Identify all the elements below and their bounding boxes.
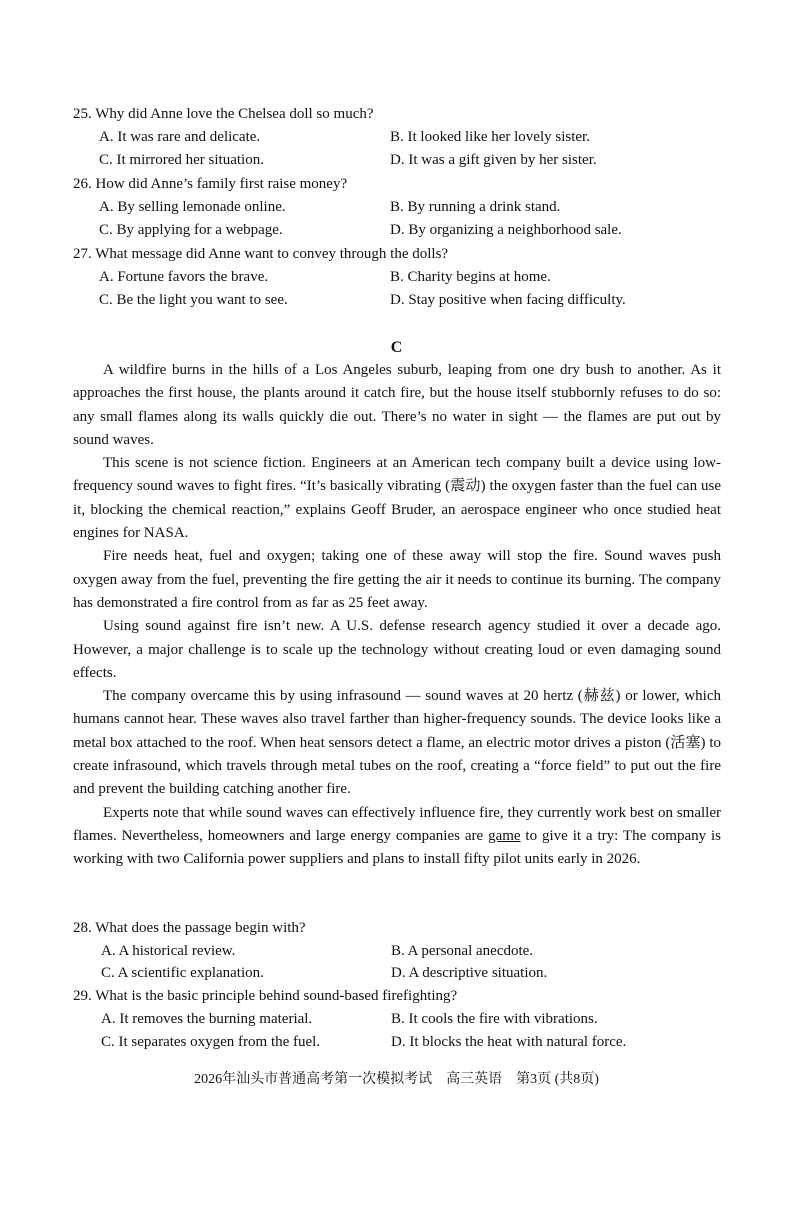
question-27-stem: 27. What message did Anne want to convey through the dolls? bbox=[73, 246, 449, 262]
reading-passage bbox=[73, 359, 721, 872]
question-28-stem: 28. What does the passage begin with? bbox=[73, 920, 306, 936]
passage-paragraph-6 bbox=[73, 802, 721, 872]
question-27-option-d: D. Stay positive when facing difficulty. bbox=[390, 292, 626, 308]
question-28-option-c: C. A scientific explanation. bbox=[101, 965, 264, 981]
underlined-word: game bbox=[488, 827, 521, 844]
paragraph-6-text-end: to give it a try: The company is working with two California power suppliers and plans to install fifty pilot units early in 2026. bbox=[73, 827, 721, 868]
question-28-option-a: A. A historical review. bbox=[101, 943, 236, 959]
question-28-option-b: B. A personal anecdote. bbox=[391, 943, 534, 959]
question-29-option-a: A. It removes the burning material. bbox=[101, 1011, 313, 1027]
passage-paragraph-4: Using sound against fire isn’t new. A U.S. defense research agency studied it over a decade ago. However, a major challenge is to scale up the technology without creating loud or even damaging sound effects. bbox=[73, 618, 721, 681]
question-27-option-b: B. Charity begins at home. bbox=[390, 269, 551, 285]
question-25-option-c: C. It mirrored her situation. bbox=[99, 152, 264, 168]
passage-paragraph-2: This scene is not science fiction. Engineers at an American tech company built a device using low-frequency sound waves to fight fires. “It’s basically vibrating (震动) the oxygen faster than the fuel can use it, blocking the chemical reaction,” explains Geoff Bruder, an aerospace engineer who once studied heat engines for NASA. bbox=[73, 455, 721, 542]
question-26-stem: 26. How did Anne’s family first raise money? bbox=[73, 176, 348, 192]
paragraph-6-text-start: Experts note that while sound waves can effectively influence fire, they currently work best on smaller flames. Nevertheless, homeowners and large energy companies are bbox=[73, 804, 721, 844]
question-26-option-b: B. By running a drink stand. bbox=[390, 199, 561, 215]
passage-paragraph-1: A wildfire burns in the hills of a Los Angeles suburb, leaping from one dry bush to another. As it approaches the first house, the plants around it catch fire, but the house itself stubbornly refuses to do so: any small flames along its walls quickly die out. There’s no water in sight — the flames are put out by sound waves. bbox=[73, 362, 721, 448]
question-29-stem: 29. What is the basic principle behind sound-based firefighting? bbox=[73, 988, 458, 1004]
question-29-option-b: B. It cools the fire with vibrations. bbox=[391, 1011, 598, 1027]
question-28-option-d: D. A descriptive situation. bbox=[391, 965, 548, 981]
question-25-stem: 25. Why did Anne love the Chelsea doll so much? bbox=[73, 106, 374, 122]
section-heading: C bbox=[390, 339, 403, 356]
question-26-option-d: D. By organizing a neighborhood sale. bbox=[390, 222, 622, 238]
question-27-option-a: A. Fortune favors the brave. bbox=[99, 269, 269, 285]
question-27-option-c: C. Be the light you want to see. bbox=[99, 292, 288, 308]
question-25-option-a: A. It was rare and delicate. bbox=[99, 129, 261, 145]
question-25-option-b: B. It looked like her lovely sister. bbox=[390, 129, 590, 145]
question-26-option-a: A. By selling lemonade online. bbox=[99, 199, 286, 215]
question-29-option-c: C. It separates oxygen from the fuel. bbox=[101, 1034, 321, 1050]
passage-paragraph-5: The company overcame this by using infrasound — sound waves at 20 hertz (赫兹) or lower, which humans cannot hear. These waves also travel farther than higher-frequency sounds. The device looks like a metal box attached to the roof. When heat sensors detect a flame, an electric motor drives a piston (活塞) to create infrasound, which travels through metal tubes on the roof, creating a “force field” to put out the fire and prevent the building catching another fire. bbox=[73, 688, 721, 798]
page-footer: 2026年汕头市普通高考第一次模拟考试 高三英语 第3页 (共8页) bbox=[194, 1072, 599, 1087]
passage-paragraph-3: Fire needs heat, fuel and oxygen; taking one of these away will stop the fire. Sound waves push oxygen away from the fuel, preventing the fire getting the air it needs to continue its burning. The company has demonstrated a fire control from as far as 25 feet away. bbox=[73, 548, 721, 611]
question-25-option-d: D. It was a gift given by her sister. bbox=[390, 152, 597, 168]
question-29-option-d: D. It blocks the heat with natural force. bbox=[391, 1034, 627, 1050]
question-26-option-c: C. By applying for a webpage. bbox=[99, 222, 283, 238]
